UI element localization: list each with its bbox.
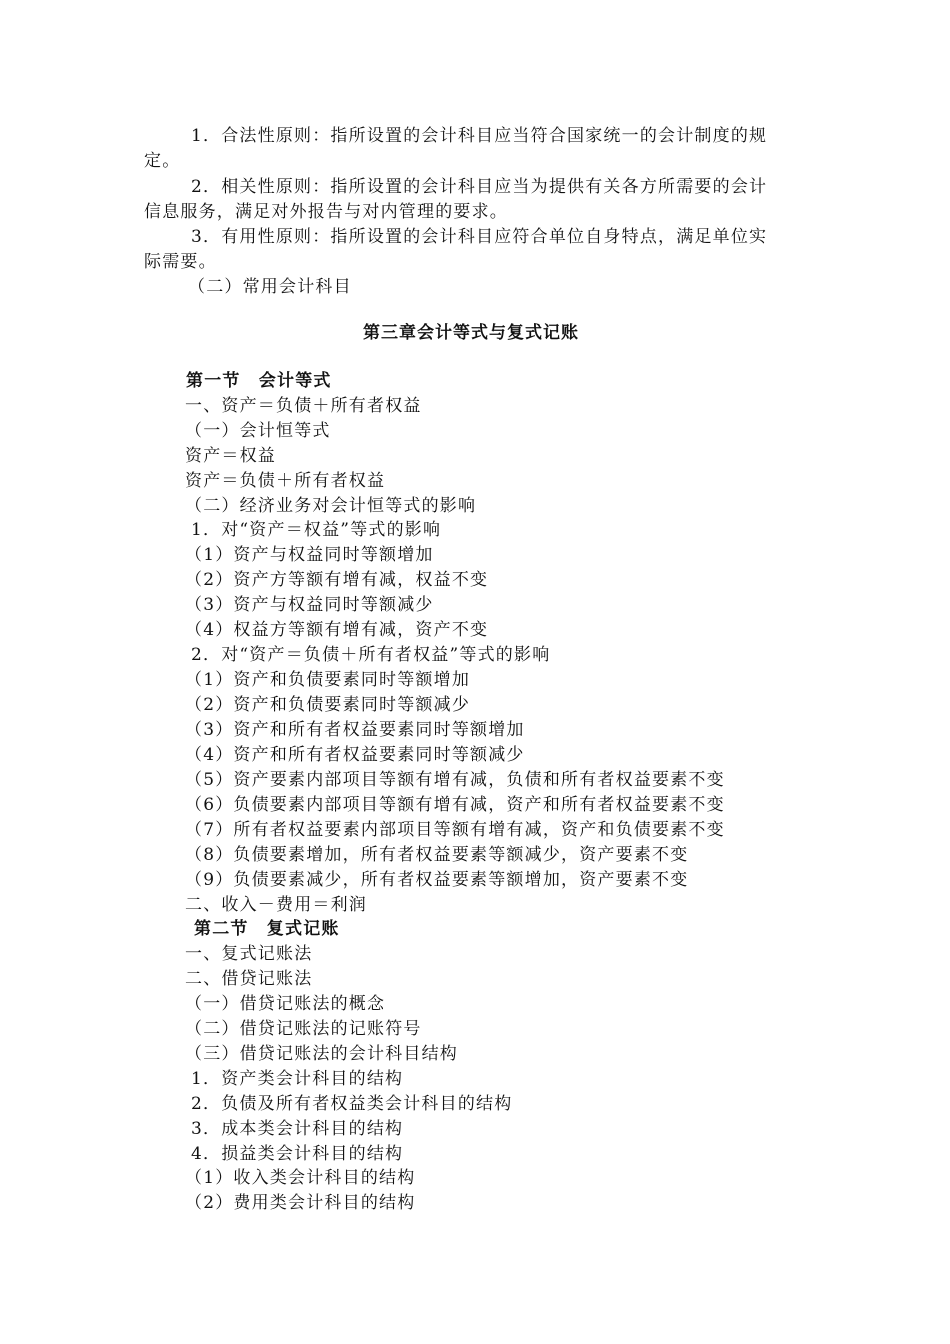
- s2-line: 3．成本类会计科目的结构: [191, 1119, 404, 1139]
- s2-line: 二、借贷记账法: [185, 969, 313, 989]
- s1-line: 资产＝负债＋所有者权益: [185, 471, 386, 491]
- s2-line: 2．负债及所有者权益类会计科目的结构: [191, 1094, 513, 1114]
- s2-line: （三）借贷记账法的会计科目结构: [185, 1044, 458, 1064]
- subheading-common-accounts: （二）常用会计科目: [188, 277, 352, 297]
- principle-2-line-2: 信息服务，满足对外报告与对内管理的要求。: [144, 202, 508, 222]
- principle-2-line-1: 2．相关性原则：指所设置的会计科目应当为提供有关各方所需要的会计: [191, 177, 768, 197]
- principle-1-line-1: 1．合法性原则：指所设置的会计科目应当符合国家统一的会计制度的规: [191, 126, 768, 146]
- s1-line: 资产＝权益: [185, 446, 276, 466]
- principle-1-line-2: 定。: [144, 151, 181, 171]
- s1-line: （8）负债要素增加，所有者权益要素等额减少，资产要素不变: [185, 845, 689, 865]
- s1-line: （3）资产和所有者权益要素同时等额增加: [185, 720, 525, 740]
- s1-line: （2）资产方等额有增有减，权益不变: [185, 570, 489, 590]
- s1-line: 一、资产＝负债＋所有者权益: [185, 396, 422, 416]
- s1-line: （一）会计恒等式: [185, 421, 331, 441]
- chapter-title: 第三章会计等式与复式记账: [363, 323, 579, 343]
- s2-line: （1）收入类会计科目的结构: [185, 1168, 416, 1188]
- s2-line: （二）借贷记账法的记账符号: [185, 1019, 422, 1039]
- s2-line: 4．损益类会计科目的结构: [191, 1144, 404, 1164]
- s1-line: （1）资产与权益同时等额增加: [185, 545, 434, 565]
- s1-line: 2．对“资产＝负债＋所有者权益”等式的影响: [191, 645, 551, 665]
- s1-line: 二、收入－费用＝利润: [185, 895, 367, 915]
- s1-line: （4）资产和所有者权益要素同时等额减少: [185, 745, 525, 765]
- section-2-heading: 第二节 复式记账: [194, 919, 340, 939]
- s1-line: （4）权益方等额有增有减，资产不变: [185, 620, 489, 640]
- s1-line: （二）经济业务对会计恒等式的影响: [185, 496, 477, 516]
- s1-line: （5）资产要素内部项目等额有增有减，负债和所有者权益要素不变: [185, 770, 725, 790]
- s2-line: 1．资产类会计科目的结构: [191, 1069, 404, 1089]
- s2-line: 一、复式记账法: [185, 944, 313, 964]
- section-1-heading: 第一节 会计等式: [186, 371, 332, 391]
- s1-line: （3）资产与权益同时等额减少: [185, 595, 434, 615]
- s1-line: 1．对“资产＝权益”等式的影响: [191, 520, 442, 540]
- s2-line: （2）费用类会计科目的结构: [185, 1193, 416, 1213]
- s1-line: （9）负债要素减少，所有者权益要素等额增加，资产要素不变: [185, 870, 689, 890]
- s1-line: （6）负债要素内部项目等额有增有减，资产和所有者权益要素不变: [185, 795, 725, 815]
- s1-line: （2）资产和负债要素同时等额减少: [185, 695, 471, 715]
- s2-line: （一）借贷记账法的概念: [185, 994, 386, 1014]
- principle-3-line-2: 际需要。: [144, 252, 217, 272]
- s1-line: （7）所有者权益要素内部项目等额有增有减，资产和负债要素不变: [185, 820, 725, 840]
- s1-line: （1）资产和负债要素同时等额增加: [185, 670, 471, 690]
- principle-3-line-1: 3．有用性原则：指所设置的会计科目应符合单位自身特点，满足单位实: [191, 227, 768, 247]
